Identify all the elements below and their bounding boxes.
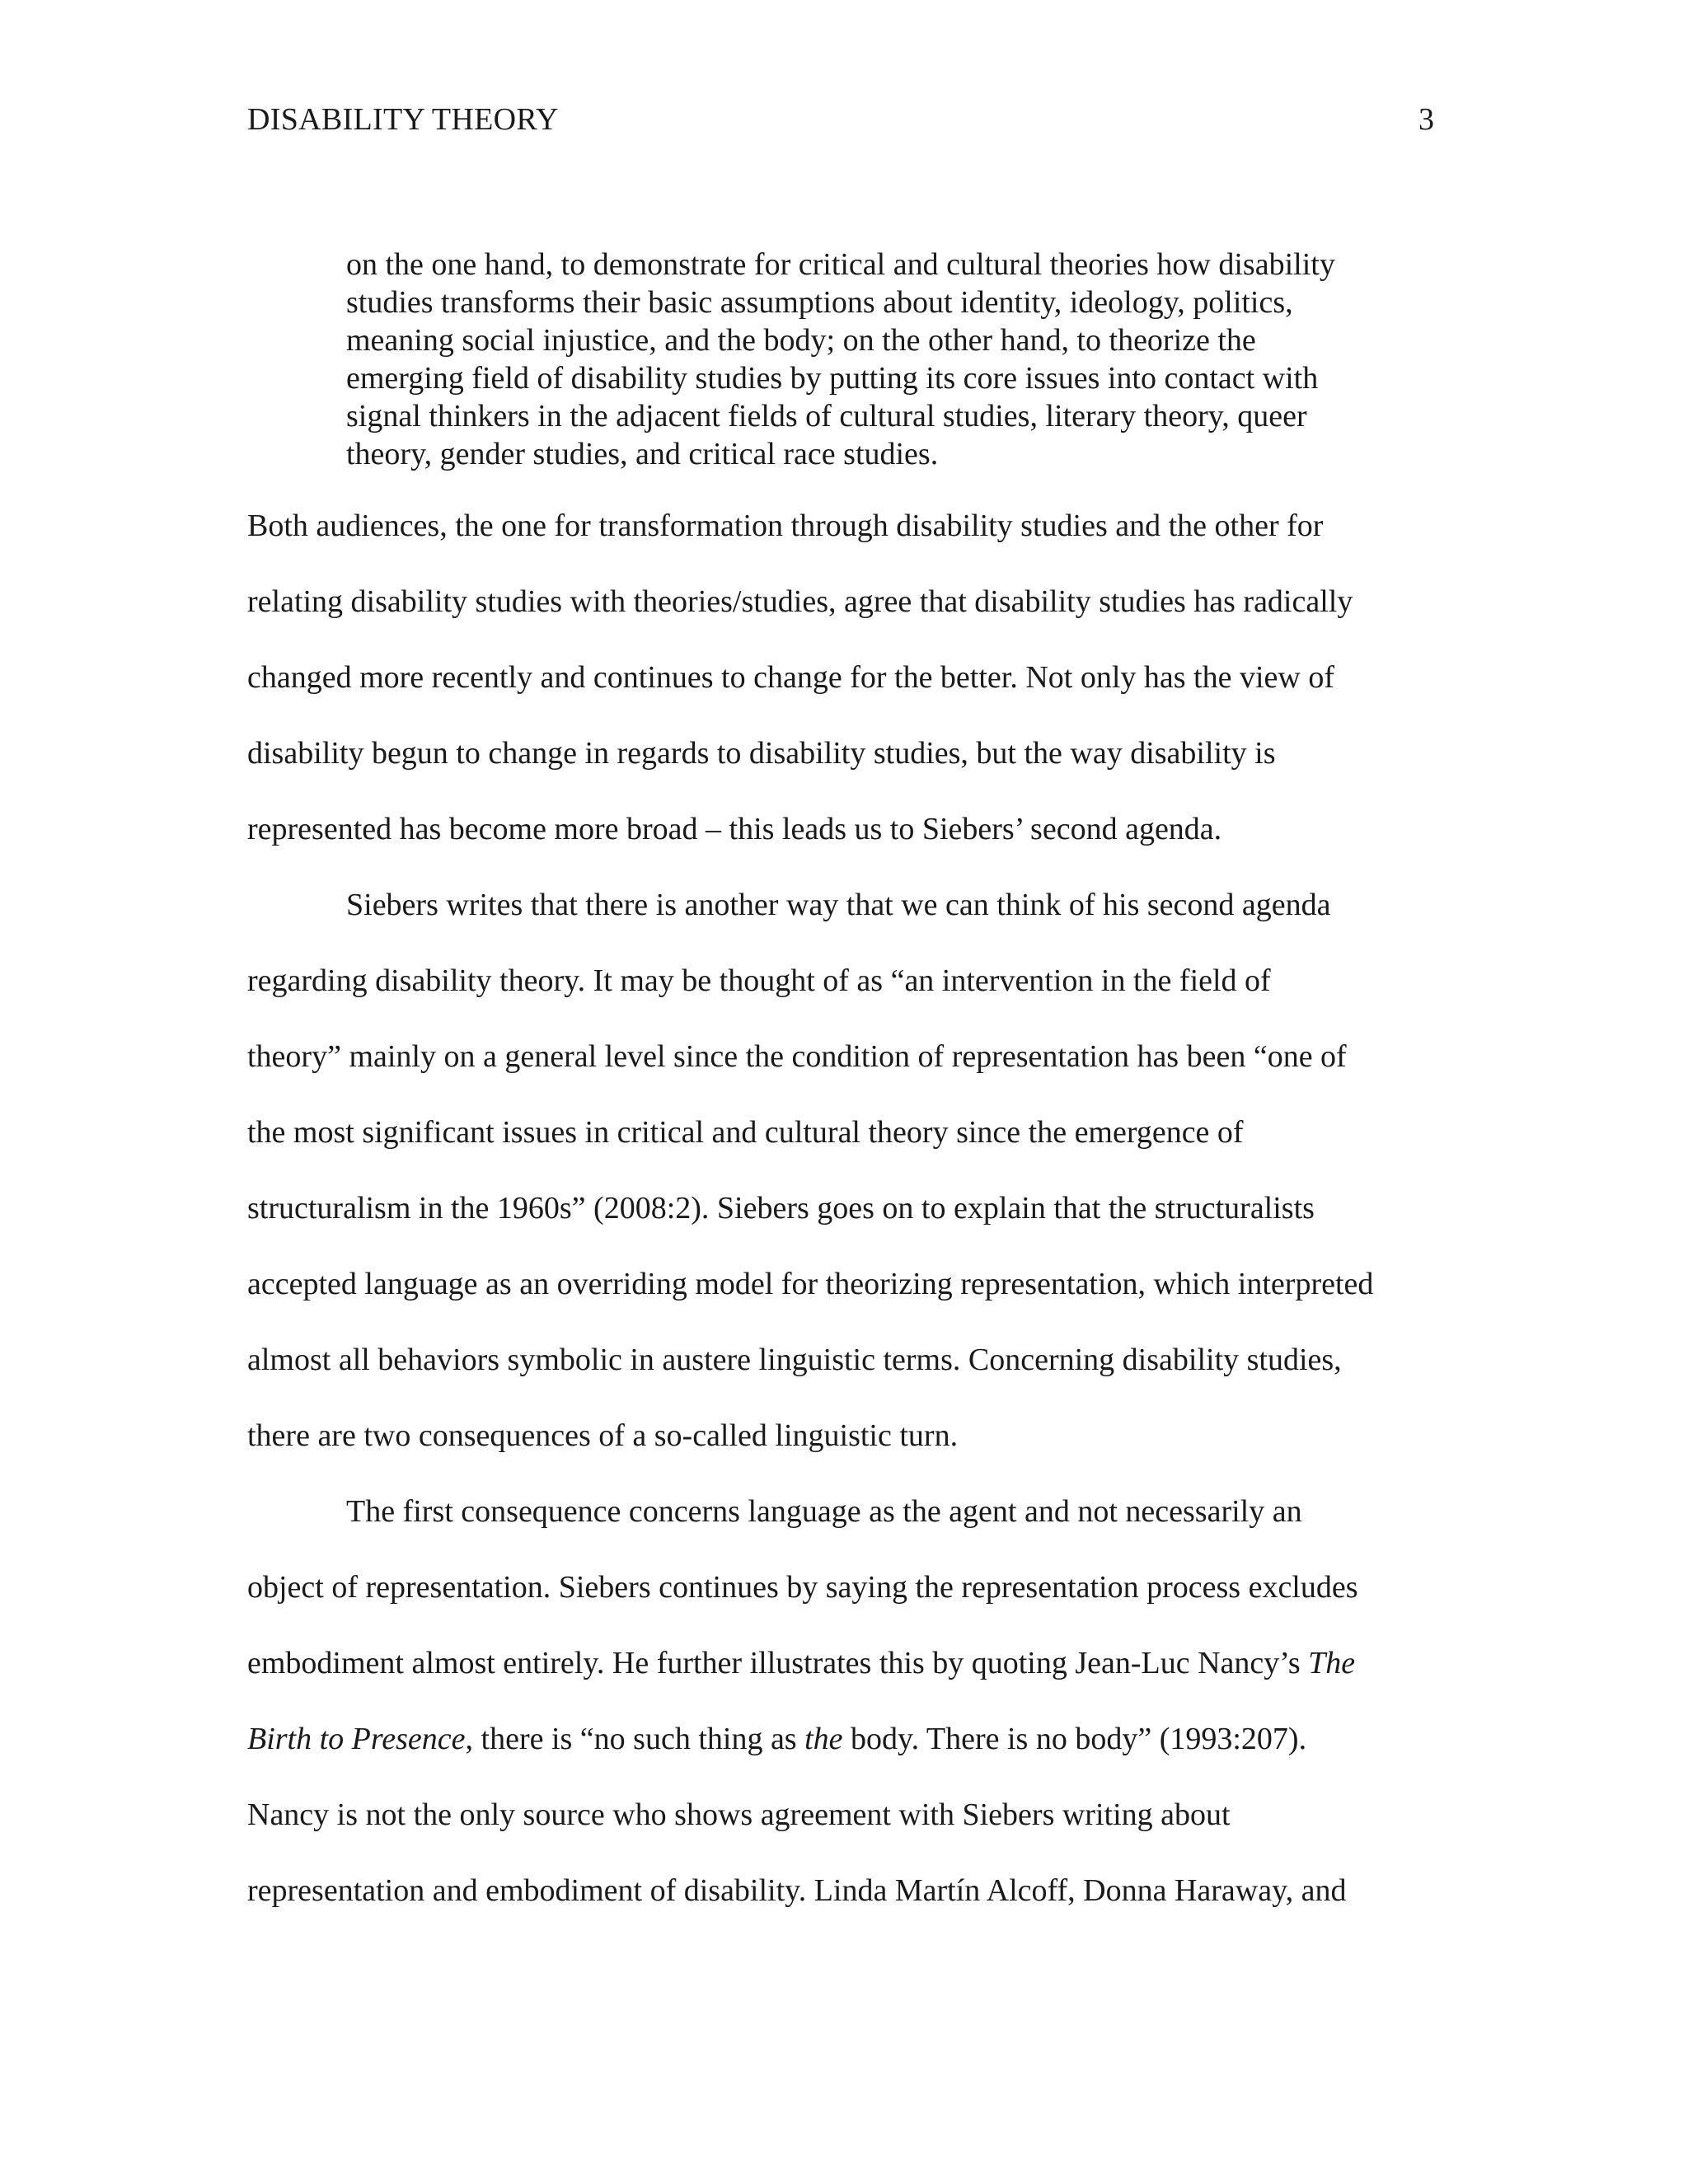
- body-line: [247, 1625, 1434, 1701]
- body-line: representation and embodiment of disability. Linda Martín Alcoff, Donna Haraway, and: [247, 1873, 1347, 1908]
- body-text-segment: body. There is no body” (1993:207).: [842, 1722, 1307, 1756]
- body-line: theory” mainly on a general level since the condition of representation has been “one of: [247, 1039, 1347, 1074]
- page-number: 3: [1418, 102, 1434, 137]
- body-line: object of representation. Siebers continues by saying the representation process excludes: [247, 1570, 1358, 1605]
- block-quote-line: theory, gender studies, and critical race studies.: [346, 437, 939, 471]
- body-line: The first consequence concerns language as the agent and not necessarily an: [346, 1494, 1302, 1529]
- body-line: accepted language as an overriding model for theorizing representation, which interpreted: [247, 1267, 1374, 1301]
- block-quote-line: signal thinkers in the adjacent fields of cultural studies, literary theory, queer: [346, 399, 1307, 434]
- body-line: changed more recently and continues to change for the better. Not only has the view of: [247, 660, 1334, 695]
- body-line: disability begun to change in regards to disability studies, but the way disability is: [247, 736, 1276, 771]
- running-head: [247, 99, 1434, 140]
- block-quote: [346, 246, 1434, 473]
- body-line: the most significant issues in critical and cultural theory since the emergence of: [247, 1115, 1244, 1150]
- body-line: relating disability studies with theories/studies, agree that disability studies has radically: [247, 584, 1353, 619]
- body-line: structuralism in the 1960s” (2008:2). Siebers goes on to explain that the structuralists: [247, 1191, 1315, 1226]
- paragraph-3: [247, 1474, 1434, 1929]
- body-text: [247, 488, 1434, 1929]
- body-text-segment: embodiment almost entirely. He further illustrates this by quoting Jean-Luc Nancy’s: [247, 1646, 1309, 1680]
- body-line: regarding disability theory. It may be thought of as “an intervention in the field of: [247, 963, 1271, 998]
- paragraph-1: [247, 488, 1434, 867]
- paragraph-2: [247, 867, 1434, 1474]
- block-quote-line: on the one hand, to demonstrate for critical and cultural theories how disability: [346, 247, 1335, 282]
- body-text-segment: , there is “no such thing as: [465, 1722, 805, 1756]
- body-line: Siebers writes that there is another way that we can think of his second agenda: [346, 888, 1331, 922]
- body-line: represented has become more broad – this leads us to Siebers’ second agenda.: [247, 812, 1222, 846]
- book-title-italic: Birth to Presence: [247, 1722, 466, 1756]
- body-line: [247, 1701, 1434, 1777]
- emphasis-italic: the: [804, 1722, 843, 1756]
- book-title-italic: The: [1308, 1646, 1356, 1680]
- block-quote-line: studies transforms their basic assumptions about identity, ideology, politics,: [346, 285, 1293, 320]
- body-line: there are two consequences of a so-called linguistic turn.: [247, 1418, 959, 1453]
- block-quote-line: emerging field of disability studies by putting its core issues into contact with: [346, 361, 1319, 396]
- body-line: almost all behaviors symbolic in austere linguistic terms. Concerning disability studies,: [247, 1343, 1342, 1377]
- running-head-title: DISABILITY THEORY: [247, 102, 559, 137]
- block-quote-line: meaning social injustice, and the body; on the other hand, to theorize the: [346, 323, 1256, 358]
- body-line: Nancy is not the only source who shows agreement with Siebers writing about: [247, 1797, 1231, 1832]
- body-line: Both audiences, the one for transformation through disability studies and the other for: [247, 509, 1324, 543]
